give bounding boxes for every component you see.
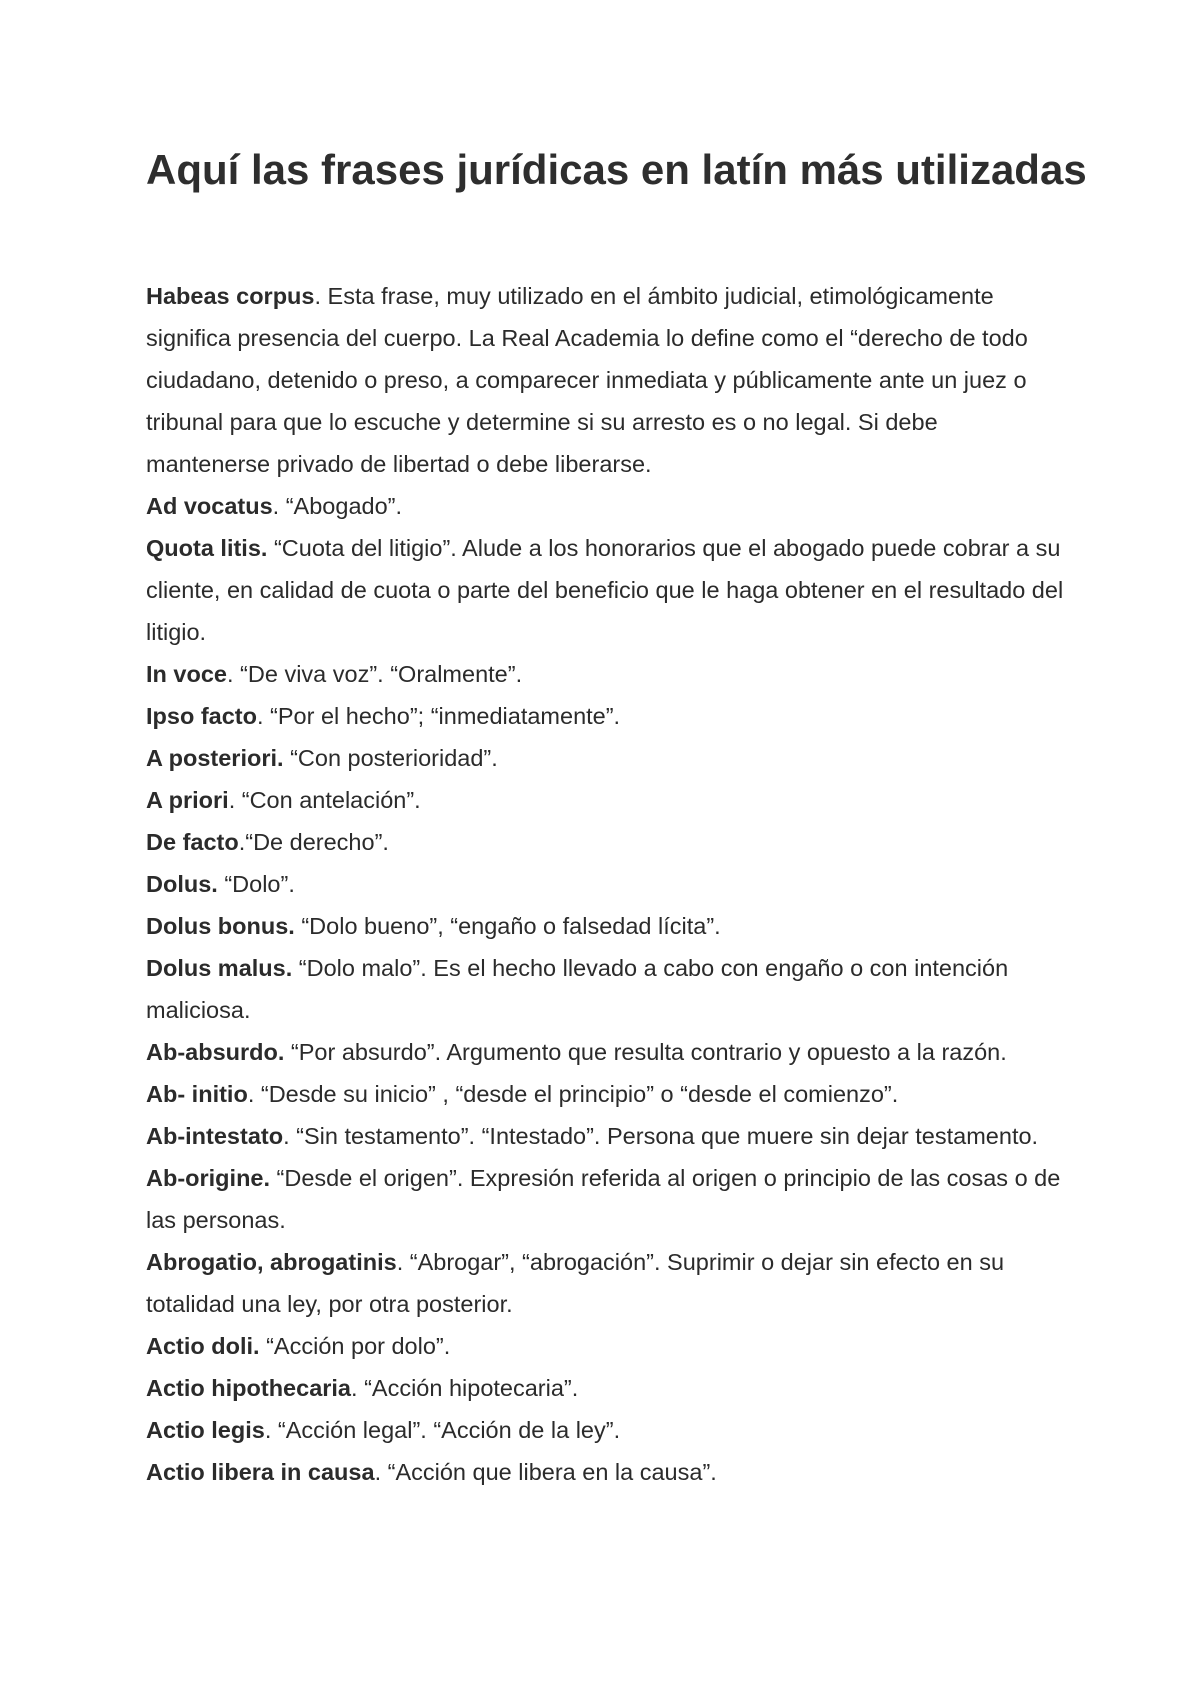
entry-term: A priori	[146, 787, 229, 813]
entry-text: . “Acción que libera en la causa”.	[374, 1459, 717, 1485]
entry-term: De facto	[146, 829, 239, 855]
entry-term: Ab-origine.	[146, 1165, 271, 1191]
entry-dolus-malus	[146, 947, 1066, 1031]
entry-term: Actio libera in causa	[146, 1459, 375, 1485]
page-title: Aquí las frases jurídicas en latín más utilizadas	[146, 146, 1087, 193]
entry-text: .“De derecho”.	[238, 829, 389, 855]
entry-term: Actio hipothecaria	[146, 1375, 352, 1401]
entry-dolus	[146, 863, 1066, 905]
entry-term: Dolus.	[146, 871, 218, 897]
entry-text: . Esta frase, muy utilizado en el ámbito judicial, etimológicamente significa presencia del cuerpo. La Real Academia lo define como el “derecho de todo ciudadano, detenido o preso, a comparecer inmediata y públicamente ante un juez o tribunal para que lo escuche y determine si su arresto es o no legal. Si debe mantenerse privado de libertad o debe liberarse.	[146, 283, 1028, 477]
entry-term: Ad vocatus	[146, 493, 273, 519]
entry-ipso-facto	[146, 695, 1066, 737]
entry-text: . “Sin testamento”. “Intestado”. Persona que muere sin dejar testamento.	[283, 1123, 1039, 1149]
entry-actio-doli	[146, 1325, 1066, 1367]
entry-text: . “Acción hipotecaria”.	[351, 1375, 579, 1401]
entry-text: “Dolo”.	[217, 871, 295, 897]
entry-text: “Desde el origen”. Expresión referida al origen o principio de las cosas o de las personas.	[146, 1165, 1061, 1233]
entry-actio-libera-in-causa	[146, 1451, 1066, 1493]
entry-term: Abrogatio, abrogatinis	[146, 1249, 397, 1275]
entry-term: Actio legis	[146, 1417, 265, 1443]
entry-term: A posteriori.	[146, 745, 284, 771]
entry-de-facto	[146, 821, 1066, 863]
entry-term: Ab- initio	[146, 1081, 248, 1107]
entry-ab-initio	[146, 1073, 1066, 1115]
entry-term: Actio doli.	[146, 1333, 260, 1359]
document-body	[146, 275, 1066, 1493]
entry-text: . “Abogado”.	[272, 493, 403, 519]
entry-term: Habeas corpus	[146, 283, 315, 309]
entry-a-priori	[146, 779, 1066, 821]
entry-text: “Dolo bueno”, “engaño o falsedad lícita”.	[294, 913, 721, 939]
entry-in-voce	[146, 653, 1066, 695]
entry-term: Quota litis.	[146, 535, 268, 561]
entry-text: . “De viva voz”. “Oralmente”.	[226, 661, 523, 687]
entry-term: In voce	[146, 661, 227, 687]
entry-term: Dolus malus.	[146, 955, 293, 981]
entry-ad-vocatus	[146, 485, 1066, 527]
entry-ab-origine	[146, 1157, 1066, 1241]
entry-abrogatio	[146, 1241, 1066, 1325]
entry-ab-intestato	[146, 1115, 1066, 1157]
entry-text: . “Desde su inicio” , “desde el principio” o “desde el comienzo”.	[247, 1081, 899, 1107]
entry-text: . “Abrogar”, “abrogación”. Suprimir o dejar sin efecto en su totalidad una ley, por otra posterior.	[146, 1249, 1005, 1317]
entry-a-posteriori	[146, 737, 1066, 779]
entry-text: “Dolo malo”. Es el hecho llevado a cabo con engaño o con intención maliciosa.	[146, 955, 1009, 1023]
entry-text: “Con posterioridad”.	[283, 745, 498, 771]
entry-text: . “Con antelación”.	[228, 787, 421, 813]
entry-ab-absurdo	[146, 1031, 1066, 1073]
entry-actio-legis	[146, 1409, 1066, 1451]
entry-actio-hipothecaria	[146, 1367, 1066, 1409]
entry-term: Dolus bonus.	[146, 913, 295, 939]
entry-term: Ab-absurdo.	[146, 1039, 285, 1065]
entry-habeas-corpus	[146, 275, 1066, 485]
entry-text: . “Por el hecho”; “inmediatamente”.	[256, 703, 621, 729]
entry-quota-litis	[146, 527, 1066, 653]
entry-text: . “Acción legal”. “Acción de la ley”.	[264, 1417, 621, 1443]
entry-dolus-bonus	[146, 905, 1066, 947]
entry-text: “Cuota del litigio”. Alude a los honorarios que el abogado puede cobrar a su cliente, en calidad de cuota o parte del beneficio que le haga obtener en el resultado del litigio.	[146, 535, 1064, 645]
entry-term: Ipso facto	[146, 703, 257, 729]
entry-text: “Por absurdo”. Argumento que resulta contrario y opuesto a la razón.	[284, 1039, 1007, 1065]
entry-text: “Acción por dolo”.	[259, 1333, 451, 1359]
entry-term: Ab-intestato	[146, 1123, 284, 1149]
